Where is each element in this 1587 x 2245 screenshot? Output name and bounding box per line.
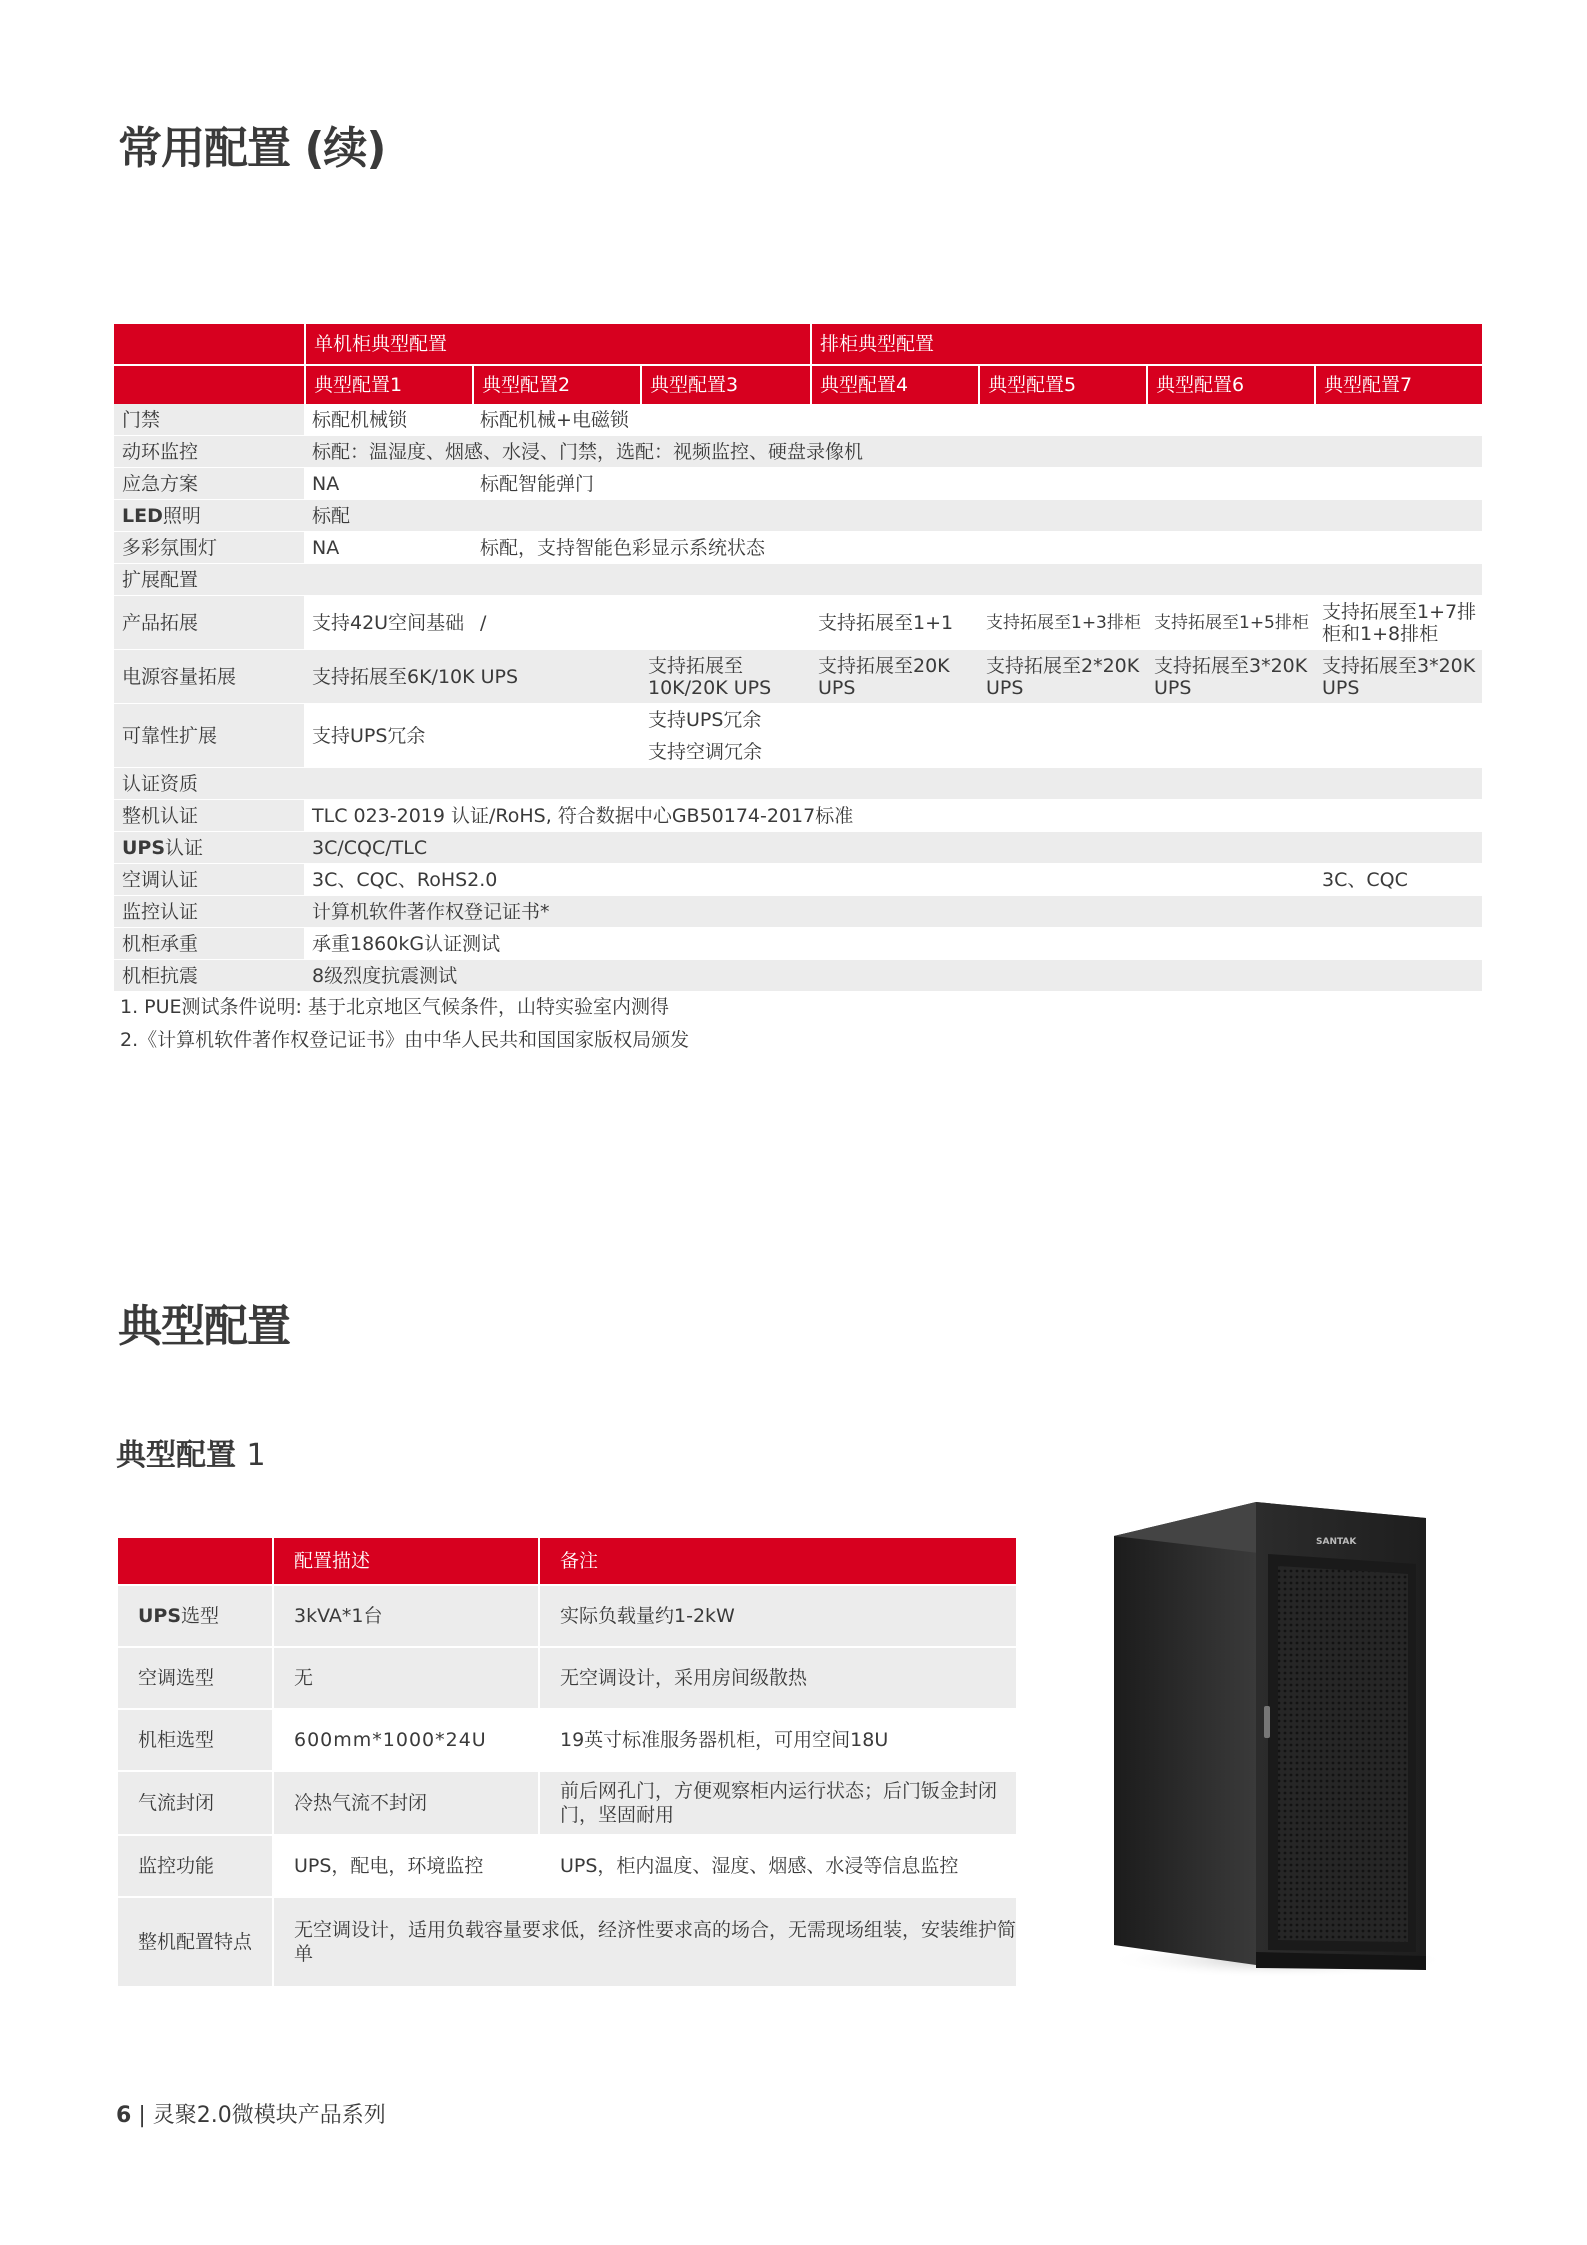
cell-value: 支持拓展至3*20K UPS [1154,654,1308,699]
table-row [114,896,1482,928]
cell-description: UPS，配电，环境监控 [274,1836,540,1896]
subsection-title-number: 1 [246,1438,266,1473]
table-row [114,500,1482,532]
row-label [114,500,304,531]
row-label: 动环监控 [114,436,304,467]
table-row [114,404,1482,436]
row-label-rest: 照明 [162,504,201,527]
row-label: 机柜选型 [118,1710,274,1770]
section-title: 典型配置 [118,1301,290,1352]
group-header-row: 排柜典型配置 [810,324,1482,364]
table-row [114,532,1482,564]
cell-value-stack [640,704,762,767]
col-header-2: 典型配置2 [472,366,640,404]
row-label: 整机认证 [114,800,304,831]
cell-value: 支持拓展至20K UPS [818,654,950,699]
row-label: 气流封闭 [118,1772,274,1834]
table-row [118,1836,1016,1898]
table-section-row [114,768,1482,800]
cell-value: 承重1860kG认证测试 [312,932,501,955]
table-row [114,468,1482,500]
header-description: 配置描述 [274,1538,540,1584]
col-header-3: 典型配置3 [640,366,810,404]
footnote-2: 2.《计算机软件著作权登记证书》由中华人民共和国国家版权局颁发 [120,1029,690,1051]
cell-description-wide: 无空调设计，适用负载容量要求低，经济性要求高的场合，无需现场组装，安装维护简单 [294,1919,1017,1965]
row-label: 空调选型 [118,1648,274,1708]
col-header-5: 典型配置5 [978,366,1146,404]
cell-description: 600mm*1000*24U [274,1710,540,1770]
table-row [114,704,1482,768]
cell-description: 冷热气流不封闭 [274,1772,540,1834]
table-row [114,650,1482,704]
cell-value: 支持空调冗余 [648,740,763,763]
row-label: 机柜承重 [114,928,304,959]
table-row [114,436,1482,468]
cell-value: 标配：温湿度、烟感、水浸、门禁，选配：视频监控、硬盘录像机 [312,440,864,463]
cell-value: 支持拓展至3*20K UPS [1322,654,1476,699]
row-label: 门禁 [114,404,304,435]
table-row [114,800,1482,832]
row-label: 多彩氛围灯 [114,532,304,563]
table-header-row [118,1538,1016,1586]
cabinet-illustration [1108,1490,1438,1990]
row-label: 监控功能 [118,1836,274,1896]
row-label: 机柜抗震 [114,960,304,991]
cell-value: 3C/CQC/TLC [312,836,428,859]
cell-value: 3C、CQC、RoHS2.0 [312,868,498,891]
cell-value: 支持拓展至10K/20K UPS [648,654,772,699]
row-label: 可靠性扩展 [114,704,304,767]
row-label: 空调认证 [114,864,304,895]
row-label-bold: UPS [122,836,166,859]
table-row [114,864,1482,896]
section-label: 扩展配置 [114,564,304,595]
cell-value: 3C、CQC [1322,868,1408,891]
table-row [114,596,1482,650]
page-footer [116,2098,386,2129]
col-header-1: 典型配置1 [304,366,472,404]
cell-value: 计算机软件著作权登记证书* [312,900,550,923]
row-label-rest: 选型 [181,1605,220,1627]
cell-remark: 无空调设计，采用房间级散热 [560,1667,808,1689]
group-header-single: 单机柜典型配置 [304,324,810,364]
table-row [118,1586,1016,1648]
col-header-4: 典型配置4 [810,366,978,404]
cell-value: 支持拓展至1+7排柜和1+8排柜 [1322,600,1477,645]
page-title: 常用配置 (续) [118,123,386,174]
footnote-1: 1. PUE测试条件说明: 基于北京地区气候条件，山特实验室内测得 [120,996,669,1018]
cell-value: 标配智能弹门 [480,472,595,495]
row-label-bold: UPS [138,1605,182,1627]
cell-value: 支持拓展至6K/10K UPS [312,665,519,688]
subsection-title-text: 典型配置 [116,1438,236,1473]
cell-value: 支持拓展至1+1 [818,611,954,634]
cell-value: 支持UPS冗余 [648,708,762,731]
table-row [114,832,1482,864]
subsection-title [116,1430,266,1474]
section-label: 认证资质 [114,768,304,799]
cell-value: NA [312,472,340,495]
cell-value: 8级烈度抗震测试 [312,964,458,987]
cell-value: 标配机械+电磁锁 [480,408,629,431]
cell-value: 标配 [312,504,351,527]
table-row [114,960,1482,992]
table-row [118,1648,1016,1710]
row-label: 监控认证 [114,896,304,927]
cell-value: 标配，支持智能色彩显示系统状态 [480,536,766,559]
col-header-6: 典型配置6 [1146,366,1314,404]
header-remarks: 备注 [560,1550,599,1572]
page-number: 6 [116,2103,132,2128]
cell-value: 支持拓展至1+3排柜 [986,612,1141,633]
footer-title: 灵聚2.0微模块产品系列 [152,2103,386,2128]
table-row [118,1772,1016,1836]
table-section-row [114,564,1482,596]
row-label: 电源容量拓展 [114,650,304,703]
typical-config-1-table [118,1538,1016,1988]
cell-remark: 前后网孔门，方便观察柜内运行状态；后门钣金封闭门，坚固耐用 [560,1780,998,1826]
row-label: 整机配置特点 [118,1898,274,1986]
row-label: 产品拓展 [114,596,304,649]
config-table-column-header [114,366,1482,404]
row-label [118,1586,274,1646]
cell-value: NA [312,536,340,559]
cell-value: / [480,611,487,634]
cell-value: 标配机械锁 [312,408,408,431]
col-header-7: 典型配置7 [1314,366,1482,404]
cell-value: 支持拓展至2*20K UPS [986,654,1140,699]
cell-description: 3kVA*1台 [274,1586,540,1646]
cell-description: 无 [274,1648,540,1708]
cell-remark: 实际负载量约1-2kW [560,1605,735,1627]
cabinet-image [1108,1490,1438,1990]
row-label: 应急方案 [114,468,304,499]
cabinet-logo: SANTAK [1316,1537,1357,1547]
config-table [114,324,1482,992]
row-label [114,832,304,863]
cell-value: 支持UPS冗余 [312,724,426,747]
row-label-bold: LED [122,504,163,527]
row-label-rest: 认证 [165,836,204,859]
table-row [118,1710,1016,1772]
cell-remark: UPS，柜内温度、湿度、烟感、水浸等信息监控 [560,1855,959,1877]
header-empty [118,1538,274,1584]
footer-separator: | [138,2103,146,2128]
table-row [114,928,1482,960]
cell-value: 支持拓展至1+5排柜 [1154,612,1309,633]
table-row [118,1898,1016,1988]
config-table-group-header [114,324,1482,364]
cell-remark: 19英寸标准服务器机柜，可用空间18U [560,1729,889,1751]
cell-value: TLC 023-2019 认证/RoHS, 符合数据中心GB50174-2017标准 [312,804,854,827]
cell-value: 支持42U空间基础 [312,611,465,634]
